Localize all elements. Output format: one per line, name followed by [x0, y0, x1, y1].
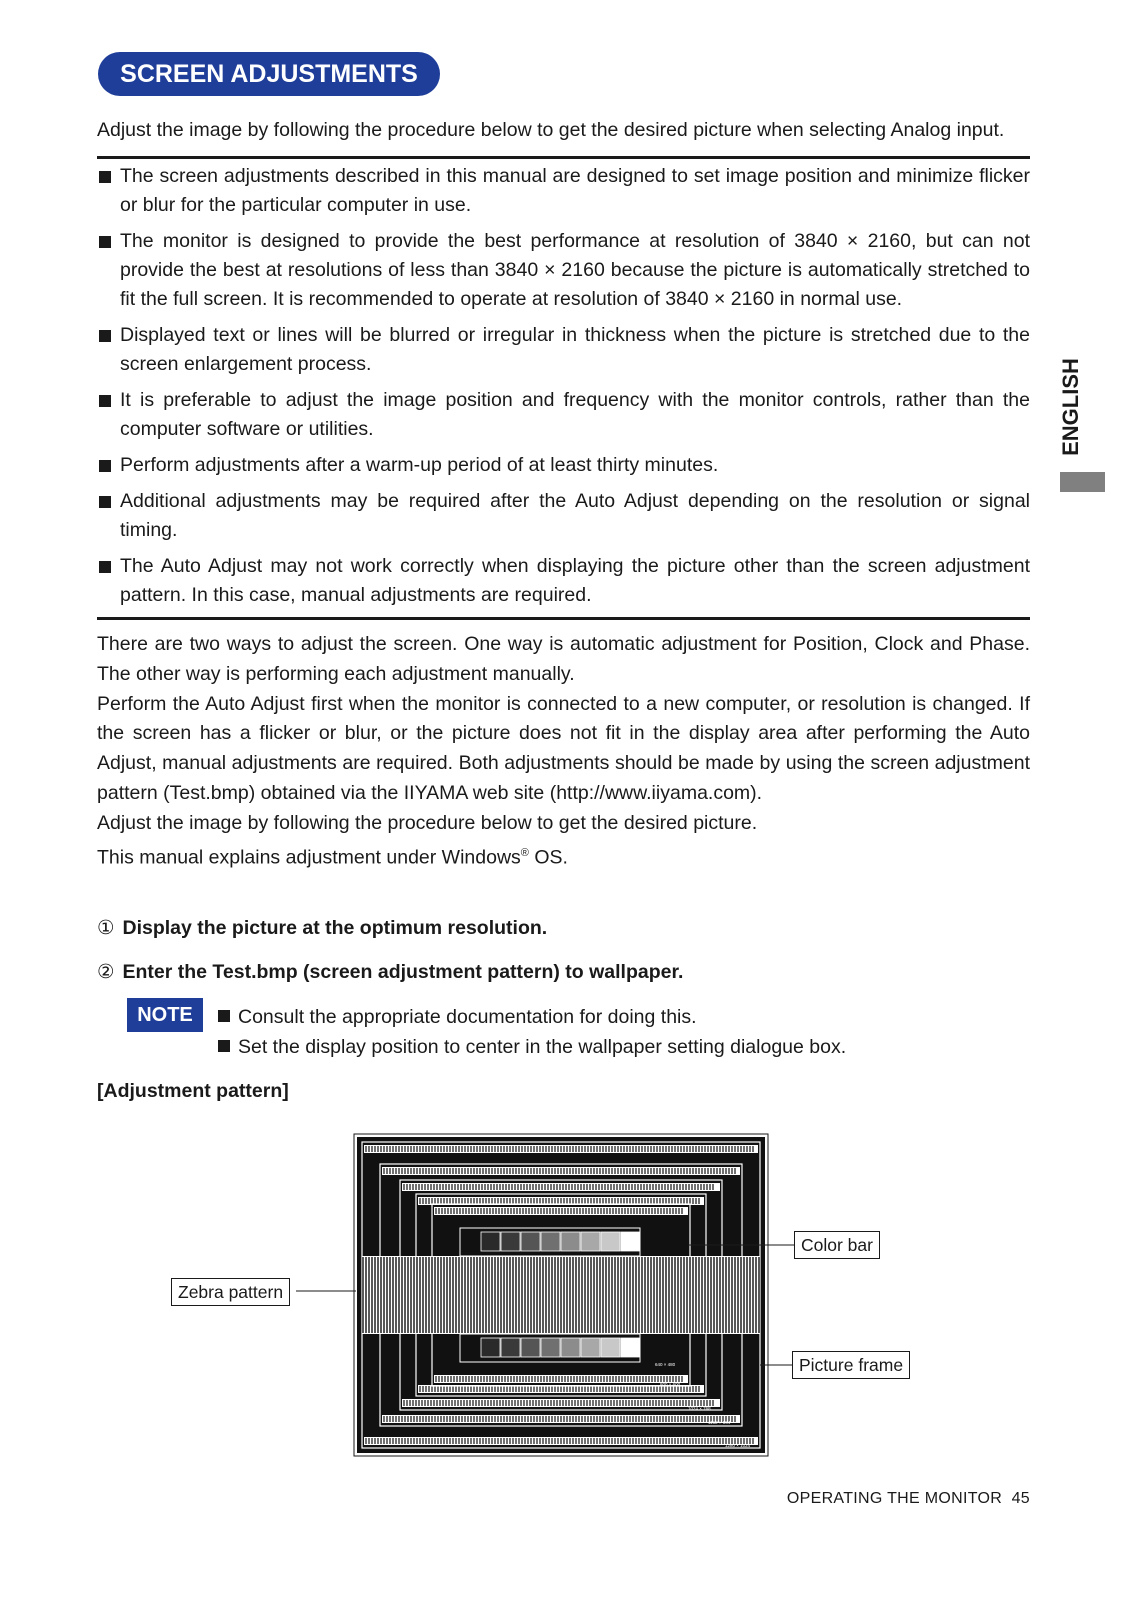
page-footer [787, 1490, 1030, 1508]
section-heading: SCREEN ADJUSTMENTS [98, 52, 440, 96]
resolution-tag: 1280 × 1024 [725, 1443, 751, 1448]
color-bar-swatch [621, 1338, 640, 1357]
resolution-tag: 1024 × 768 [688, 1406, 711, 1411]
bullet-text: The Auto Adjust may not work correctly when displaying the picture other than the screen adjustment pattern. In this case, manual adjustments are required. [120, 555, 1030, 606]
color-bar-swatch [501, 1232, 520, 1251]
color-bar-swatch [521, 1338, 540, 1357]
registered-mark: ® [520, 846, 529, 859]
bullet-text: It is preferable to adjust the image position and frequency with the monitor controls, rather than the computer software or utilities. [120, 389, 1030, 440]
paragraph-text: This manual explains adjustment under Windows [97, 846, 521, 869]
color-bar-swatch [601, 1232, 620, 1251]
footer-section: OPERATING THE MONITOR [786, 1490, 1003, 1507]
color-bar-swatch [561, 1232, 580, 1251]
color-bar-swatch [541, 1338, 560, 1357]
language-tab [1046, 352, 1096, 462]
bullet-text: Perform adjustments after a warm-up period of at least thirty minutes. [120, 454, 719, 476]
paragraph: Adjust the image by following the procedure below to get the desired picture. [97, 811, 758, 834]
color-bar-swatch [581, 1338, 600, 1357]
zebra-stripes [363, 1257, 759, 1333]
step-number: ① [97, 916, 115, 939]
language-label: ENGLISH [1058, 358, 1084, 456]
color-bar-swatch [581, 1232, 600, 1251]
test-pattern-image [354, 1134, 768, 1456]
color-bar-swatch [621, 1232, 640, 1251]
note-badge: NOTE [127, 998, 203, 1032]
paragraph: There are two ways to adjust the screen. One way is automatic adjustment for Position, Clock and Phase. The other way is performing each adjustment manually. [97, 633, 1030, 685]
tick-strip [402, 1399, 720, 1407]
color-bar-swatch [561, 1338, 580, 1357]
color-bar-swatch [481, 1338, 500, 1357]
note-text: Consult the appropriate documentation for doing this. [238, 1006, 697, 1028]
color-bar-swatch [501, 1338, 520, 1357]
bullet-text: The screen adjustments described in this manual are designed to set image position and minimize flicker or blur for the particular computer in use. [120, 165, 1030, 216]
paragraph-text: OS. [528, 846, 568, 869]
color-bar-swatch [541, 1232, 560, 1251]
step-text: Enter the Test.bmp (screen adjustment pattern) to wallpaper. [122, 961, 684, 983]
step-text: Display the picture at the optimum resolution. [122, 917, 548, 939]
pattern-heading: [Adjustment pattern] [97, 1080, 289, 1102]
bullet-text: The monitor is designed to provide the best performance at resolution of 3840 × 2160, but can not provide the best at resolutions of less than 3840 × 2160 because the picture is automatically stretched to fit the full screen. It is recommended to operate at resolution of 3840 × 2160 in normal use. [120, 230, 1030, 310]
tick-strip [402, 1183, 720, 1191]
paragraph: Perform the Auto Adjust first when the monitor is connected to a new computer, or resolution is changed. If the screen has a flicker or blur, or the picture does not fit in the display area after performing the Auto Adjust, manual adjustments are required. Both adjustments should be made by using the screen adjustment pattern (Test.bmp) obtained via the IIYAMA web site (http://www.iiyama.com). [97, 692, 1030, 804]
note-text: Set the display position to center in the wallpaper setting dialogue box. [238, 1036, 847, 1058]
language-tab-bar [1060, 472, 1105, 492]
intro-text: Adjust the image by following the procedure below to get the desired picture when selecting Analog input. [97, 119, 1005, 141]
resolution-tag: 1152 × 864 [708, 1420, 731, 1425]
step-number: ② [97, 960, 115, 983]
color-bar-swatch [521, 1232, 540, 1251]
resolution-tag: 640 × 480 [655, 1362, 676, 1367]
color-bar-swatch [601, 1338, 620, 1357]
color-bar-swatch [481, 1232, 500, 1251]
bullet-text: Displayed text or lines will be blurred or irregular in thickness when the picture is stretched due to the screen enlargement process. [120, 324, 1030, 375]
picture-frame-label: Picture frame [792, 1351, 910, 1379]
zebra-pattern-label: Zebra pattern [171, 1278, 290, 1306]
resolution-tag: 800 × 600 [660, 1382, 681, 1387]
page-number: 45 [1011, 1490, 1030, 1507]
bullet-text: Additional adjustments may be required after the Auto Adjust depending on the resolution or signal timing. [120, 490, 1030, 541]
color-bar-label: Color bar [794, 1231, 880, 1259]
